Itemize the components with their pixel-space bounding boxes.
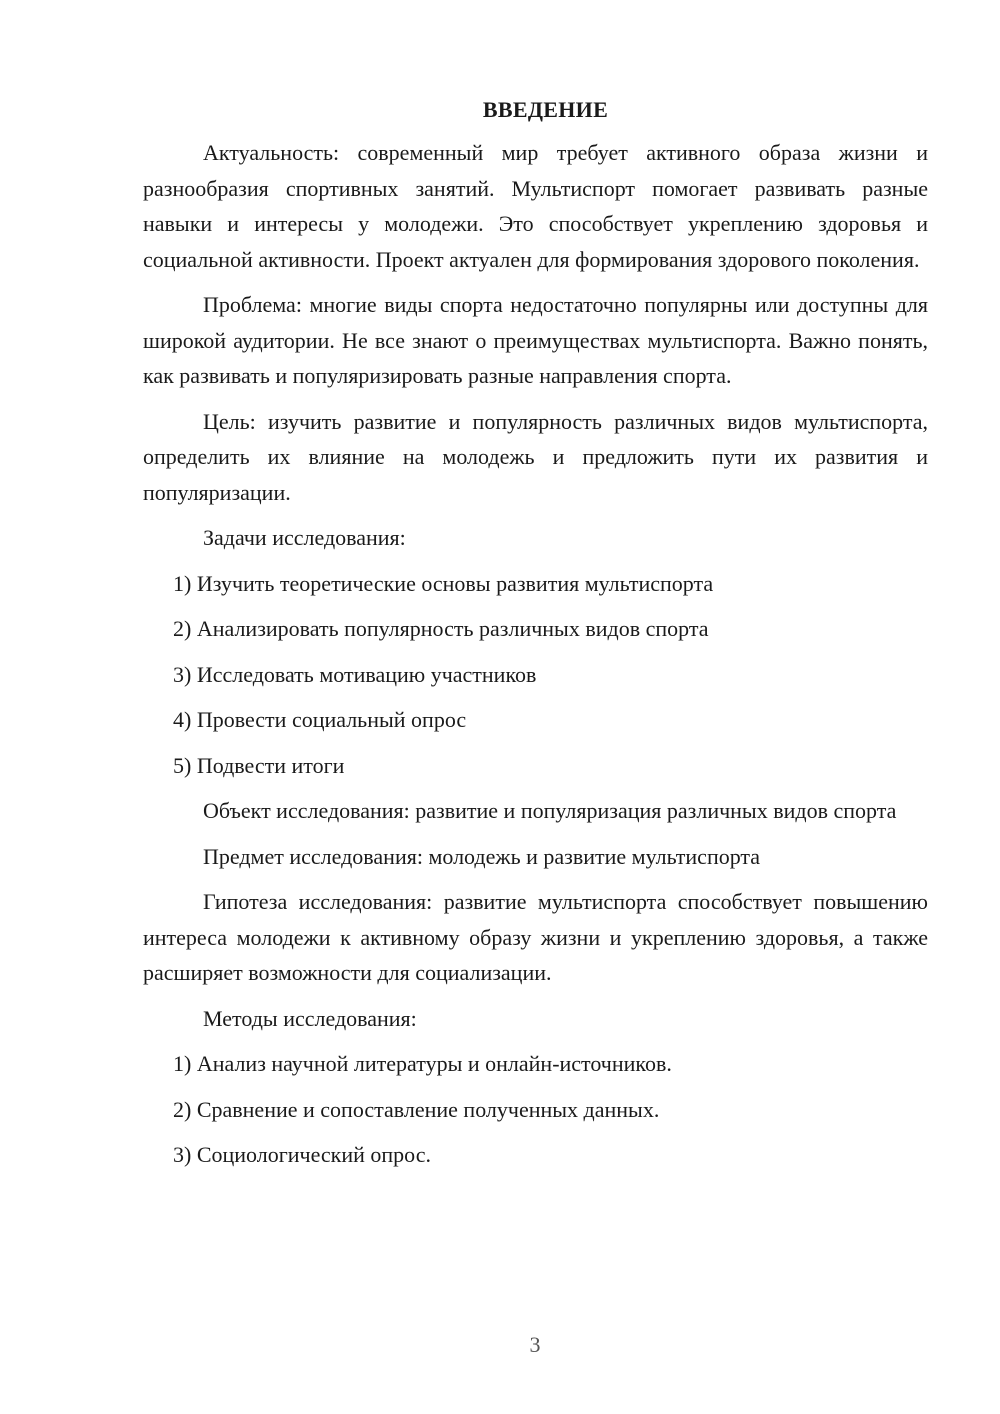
subject-paragraph: Предмет исследования: молодежь и развитие мультиспорта	[203, 843, 761, 869]
page-number: 3	[529, 1332, 541, 1357]
task-item: 1) Изучить теоретические основы развития мультиспорта	[173, 570, 714, 596]
methods-heading: Методы исследования:	[203, 1005, 417, 1031]
document-page	[143, 95, 928, 1183]
task-item: 2) Анализировать популярность различных видов спорта	[173, 616, 709, 641]
method-item: 1) Анализ научной литературы и онлайн-источников.	[173, 1051, 672, 1076]
task-item: 5) Подвести итоги	[173, 752, 345, 778]
method-item: 2) Сравнение и сопоставление полученных данных.	[173, 1096, 660, 1122]
goal-paragraph: Цель: изучить развитие и популярность различных видов мультиспорта, определить их влияние на молодежь и предложить пути их развития и популяризации.	[143, 408, 928, 505]
problem-paragraph: Проблема: многие виды спорта недостаточно популярны или доступны для широкой аудитории. Не все знают о преимуществах мультиспорта. Важно понять, как развивать и популяризировать разные направления спорта.	[143, 292, 928, 388]
tasks-heading: Задачи исследования:	[203, 525, 406, 550]
hypothesis-paragraph: Гипотеза исследования: развитие мультиспорта способствует повышению интереса молодежи к активному образу жизни и укреплению здоровья, а также расширяет возможности для социализации.	[143, 889, 928, 985]
object-paragraph: Объект исследования: развитие и популяризация различных видов спорта	[203, 798, 897, 823]
page-title: ВВЕДЕНИЕ	[482, 97, 609, 122]
task-item: 3) Исследовать мотивацию участников	[173, 661, 537, 687]
task-item: 4) Провести социальный опрос	[173, 707, 467, 732]
relevance-paragraph: Актуальность: современный мир требует активного образа жизни и разнообразия спортивных занятий. Мультиспорт помогает развивать разные навыки и интересы у молодежи. Это способствует укреплению здоровья и социальной активности. Проект актуален для формирования здорового поколения.	[143, 140, 928, 272]
method-item: 3) Социологический опрос.	[173, 1142, 431, 1167]
